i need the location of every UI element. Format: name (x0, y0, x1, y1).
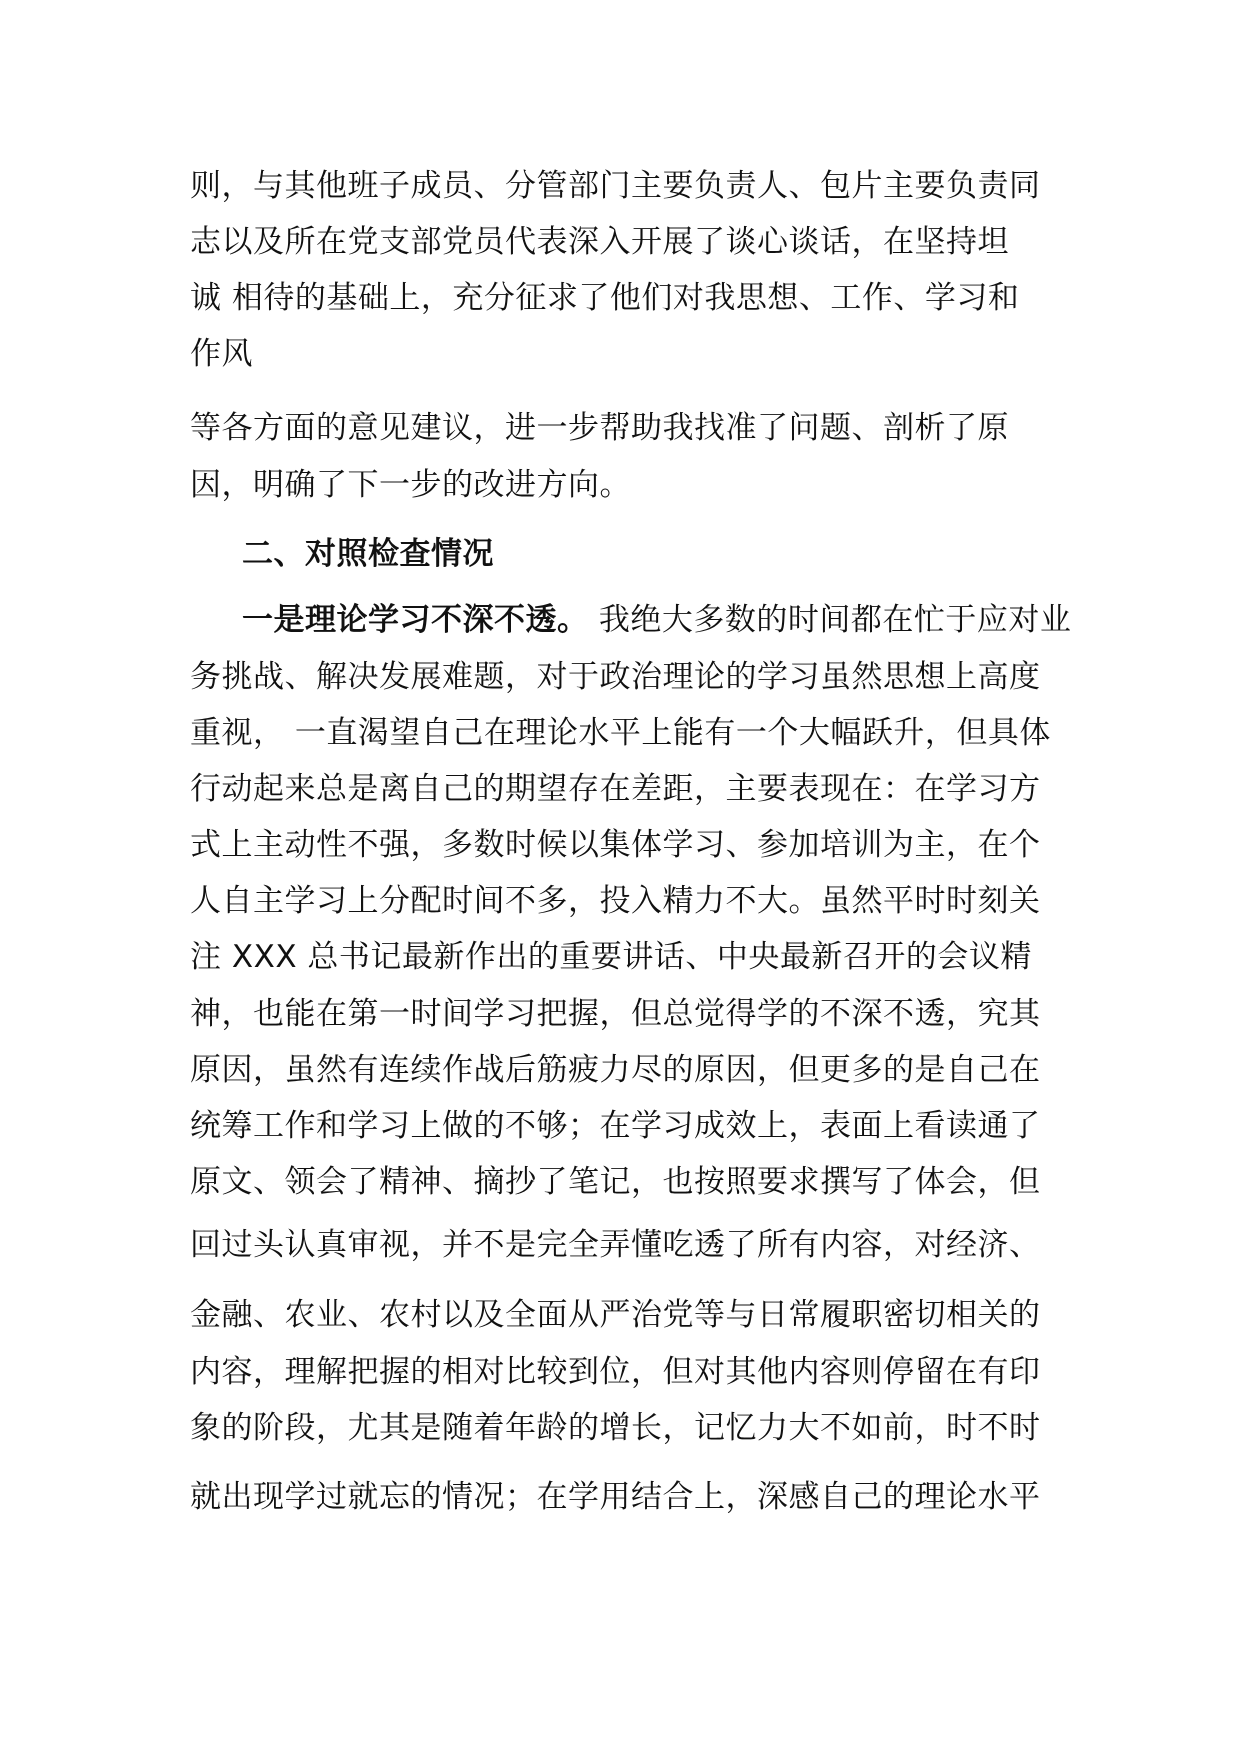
paragraph-line: 务挑战、解决发展难题，对于政治理论的学习虽然思想上高度 (190, 659, 1041, 695)
paragraph-line: 作风 (190, 336, 253, 372)
paragraph-line: 原文、领会了精神、摘抄了笔记，也按照要求撰写了体会，但 (190, 1164, 1041, 1200)
paragraph-line: 神，也能在第一时间学习把握，但总觉得学的不深不透，究其 (190, 996, 1041, 1032)
paragraph-line: 就出现学过就忘的情况；在学用结合上，深感自己的理论水平 (190, 1479, 1041, 1515)
paragraph-line: 内容，理解把握的相对比较到位，但对其他内容则停留在有印 (190, 1354, 1041, 1390)
paragraph-line: 金融、农业、农村以及全面从严治党等与日常履职密切相关的 (190, 1297, 1041, 1333)
paragraph-line: 注 XXX 总书记最新作出的重要讲话、中央最新召开的会议精 (190, 939, 1032, 975)
paragraph-line (190, 600, 1070, 640)
paragraph-line: 式上主动性不强，多数时候以集体学习、参加培训为主，在个 (190, 827, 1041, 863)
paragraph-line: 志以及所在党支部党员代表深入开展了谈心谈话，在坚持坦 (190, 224, 1009, 260)
paragraph-line: 人自主学习上分配时间不多，投入精力不大。虽然平时时刻关 (190, 883, 1041, 919)
section-heading: 二、对照检查情况 (242, 536, 494, 572)
point-lead-rest: 我绝大多数的时间都在忙于应对业 (588, 602, 1072, 638)
paragraph-line: 诚 相待的基础上，充分征求了他们对我思想、工作、学习和 (190, 280, 1020, 316)
paragraph-line: 统筹工作和学习上做的不够；在学习成效上，表面上看读通了 (190, 1108, 1041, 1144)
paragraph-line: 重视， 一直渴望自己在理论水平上能有一个大幅跃升，但具体 (190, 715, 1051, 751)
paragraph-line: 行动起来总是离自己的期望存在差距，主要表现在：在学习方 (190, 771, 1041, 807)
paragraph-line: 等各方面的意见建议，进一步帮助我找准了问题、剖析了原 (190, 410, 1009, 446)
paragraph-line: 因，明确了下一步的改进方向。 (190, 467, 631, 503)
paragraph-line: 象的阶段，尤其是随着年龄的增长，记忆力大不如前，时不时 (190, 1410, 1041, 1446)
paragraph-line: 原因，虽然有连续作战后筋疲力尽的原因，但更多的是自己在 (190, 1052, 1041, 1088)
paragraph-line: 则，与其他班子成员、分管部门主要负责人、包片主要负责同 (190, 168, 1041, 204)
point-lead: 一是理论学习不深不透。 (242, 602, 589, 638)
paragraph-line: 回过头认真审视，并不是完全弄懂吃透了所有内容，对经济、 (190, 1227, 1041, 1263)
